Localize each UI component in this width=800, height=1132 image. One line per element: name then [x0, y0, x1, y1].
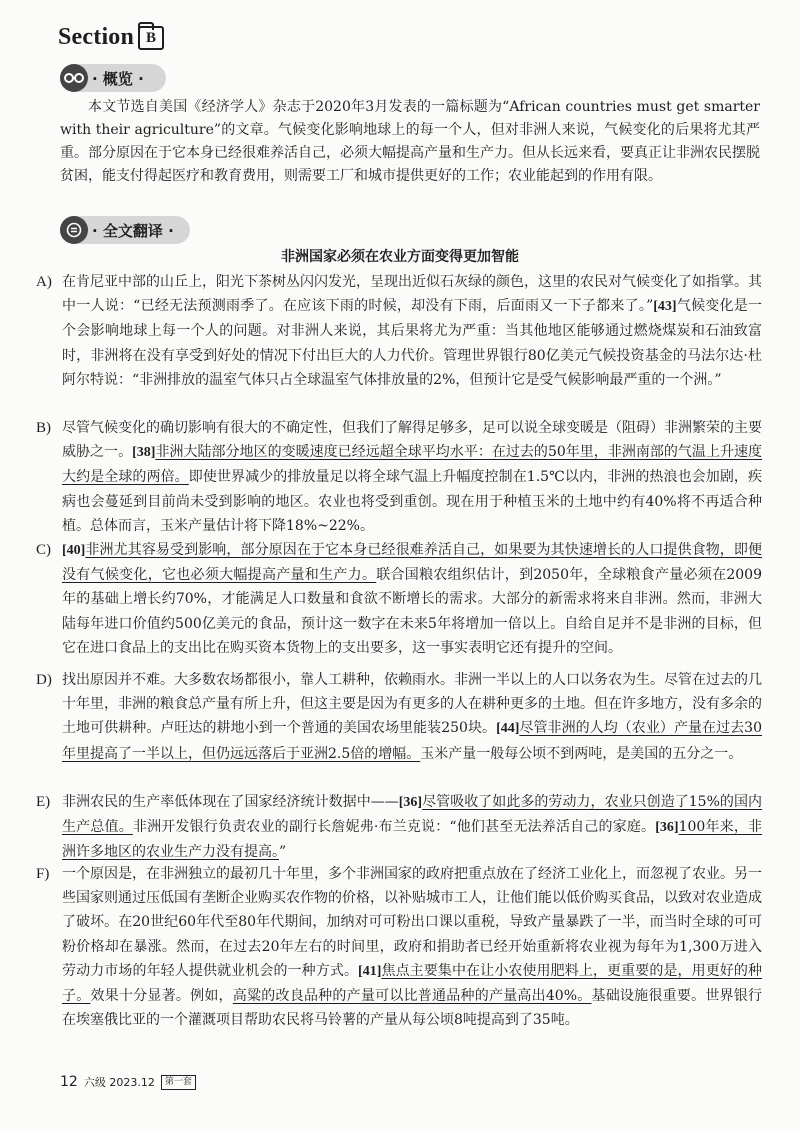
paragraph-letter: E)	[36, 794, 51, 810]
page-footer	[60, 1074, 196, 1090]
answer-highlight: 非洲尤其容易受到影响，部分原因在于它本身已经很难养活自己，如果要为其快速增长的人口提供食物，即便没有气候变化，它也必须大幅提高产量和生产力。	[62, 542, 762, 584]
question-marker: [41]	[358, 963, 382, 979]
translation-header-label: · 全文翻译 ·	[92, 221, 174, 240]
paragraph-letter: B)	[36, 420, 51, 436]
overview-text: 本文节选自美国《经济学人》杂志于2020年3月发表的一篇标题为“African countries must get smarter with their agriculture”的文章。气候变化影响地球上的每一个人，但对非洲人来说，气候变化的后果将尤其严重。部分原因在于它本身已经很难养活自己，必须大幅提高产量和生产力。但从长远来看，要真正让非洲农民摆脱贫困，能支付得起医疗和教育费用，则需要工厂和城市提供更好的工作；农业能起到的作用有限。	[60, 99, 760, 184]
paragraph-a	[36, 270, 763, 392]
answer-highlight: 100年来，非洲许多地区的农业生产力没有提高。	[62, 819, 762, 861]
paragraph-text: 效果十分显著。例如，	[90, 988, 233, 1005]
answer-highlight: 尽管非洲的人均（农业）产量在过去30年里提高了一半以上，但仍远远落后于亚洲2.5倍的增幅。	[62, 720, 762, 762]
paragraph-text: 联合国粮农组织估计，到2050年，全球粮食产量必须在2009年的基础上增长约70%，才能满足人口数量和食欲不断增长的需求。大部分的新需求将来自非洲。然而，非洲大陆每年进口价值约500亿美元的食品，预计这一数字在未来5年将增加一倍以上。自给自足并不是非洲的目标，但它在进口食品上的支出比在购买资本货物上的支出要多，这一事实表明它还有提升的空间。	[62, 567, 762, 656]
question-marker: [44]	[496, 721, 520, 737]
question-marker: [40]	[62, 543, 86, 558]
answer-highlight: 高粱的改良品种的产量可以比普通品种的产量高出40%。	[232, 988, 592, 1005]
glasses-icon	[60, 64, 88, 92]
paragraph-text: 在肯尼亚中部的山丘上，阳光下茶树丛闪闪发光，呈现出近似石灰绿的颜色，这里的农民对气候变化了如指掌。其中一人说：“已经无法预测雨季了。在应该下雨的时候，却没有下雨，后面雨又一下子都来了。”	[62, 274, 762, 315]
article-title: 非洲国家必须在农业方面变得更加智能	[281, 249, 519, 265]
paragraph-c	[36, 538, 762, 660]
paragraph-b	[36, 416, 763, 538]
paragraph-text: 气候变化是一个会影响地球上每一个人的问题。对非洲人来说，其后果将尤为严重：当其他地区能够通过燃烧煤炭和石油致富时，非洲将在没有享受到好处的情况下付出巨大的人力代价。管理世界银行80亿美元气候投资基金的马法尔达·杜阿尔特说：“非洲排放的温室气体只占全球温室气体排放量的2%，但预计它是受气候影响最严重的一个洲。”	[62, 298, 763, 388]
overview-header-label: · 概览 ·	[92, 69, 144, 88]
paragraph-e	[36, 790, 763, 865]
translation-header	[60, 216, 190, 244]
paragraph-d	[36, 668, 762, 766]
question-marker: [36]	[655, 820, 679, 836]
answer-highlight: 尽管吸收了如此多的劳动力，农业只创造了15%的国内生产总值。	[62, 794, 763, 836]
paragraph-text: 基础设施很重要。世界银行在埃塞俄比亚的一个灌溉项目帮助农民将马铃薯的产量从每公顷8吨提高到了35吨。	[62, 988, 763, 1029]
paragraph-text: 尽管气候变化的确切影响有很大的不确定性，但我们了解得足够多，足可以说全球变暖是（阻碍）非洲繁荣的主要威胁之一。	[62, 420, 762, 461]
answer-highlight: 焦点主要集中在让小农使用肥料上，更重要的是，用更好的种子。	[62, 962, 763, 1005]
paragraph-letter: D)	[36, 672, 52, 688]
paragraph-f	[36, 862, 763, 1032]
section-title	[58, 24, 164, 51]
answer-highlight: 非洲大陆部分地区的变暖速度已经远超全球平均水平：在过去的50年里，非洲南部的气温上升速度大约是全球的两倍。	[62, 444, 763, 486]
question-marker: [43]	[653, 299, 677, 315]
paragraph-text: 非洲开发银行负责农业的副行长詹妮弗·布兰克说：“他们甚至无法养活自己的家庭。	[132, 819, 656, 836]
paragraph-letter: C)	[36, 542, 51, 558]
paragraph-letter: A)	[36, 274, 52, 290]
section-badge: B	[138, 26, 164, 50]
page-number: 12	[60, 1074, 78, 1090]
paragraph-letter: F)	[36, 866, 50, 882]
paragraph-text: 即使世界减少的排放量足以将全球气温上升幅度控制在1.5℃以内，非洲的热浪也会加剧，疾病也会蔓延到目前尚未受到影响的地区。农业也将受到重创。现在用于种植玉米的土地中约有40%将不再适合种植。总体而言，玉米产量估计将下降18%~22%。	[62, 469, 762, 534]
paragraph-text: 找出原因并不难。大多数农场都很小，靠人工耕种，依赖雨水。非洲一半以上的人口以务农为生。尽管在过去的几十年里，非洲的粮食总产量有所上升，但这主要是因为有更多的人在耕种更多的土地。但在许多地方，没有多余的土地可供耕种。卢旺达的耕地小到一个普通的美国农场里能装250块。	[62, 672, 762, 737]
section-title-text: Section	[58, 24, 135, 50]
question-marker: [36]	[398, 795, 423, 810]
overview-header	[60, 64, 166, 92]
question-marker: [38]	[132, 445, 156, 461]
paragraph-text: ”	[279, 844, 287, 861]
magazine-issue: 六级 2023.12	[83, 1076, 155, 1089]
document-icon	[60, 216, 88, 244]
paragraph-text: 非洲农民的生产率低体现在了国家经济统计数据中——	[62, 794, 399, 810]
paragraph-text: 一个原因是，在非洲独立的最初几十年里，多个非洲国家的政府把重点放在了经济工业化上，而忽视了农业。另一些国家则通过压低国有垄断企业购买农作物的价格，以补贴城市工人，让他们能以低价购买食品，以致对农业造成了破坏。在20世纪60年代至80年代期间，加纳对可可粉出口课以重税，导致产量暴跌了一半，而当时全球的可可粉价格却在暴涨。然而，在过去20年左右的时间里，政府和捐助者已经开始重新将农业视为每年为1,300万进入劳动力市场的年轻人提供就业机会的一种方式。	[62, 866, 762, 979]
test-set-tag: 第一套	[161, 1075, 196, 1090]
paragraph-text: 玉米产量一般每公顷不到两吨，是美国的五分之一。	[420, 745, 743, 762]
